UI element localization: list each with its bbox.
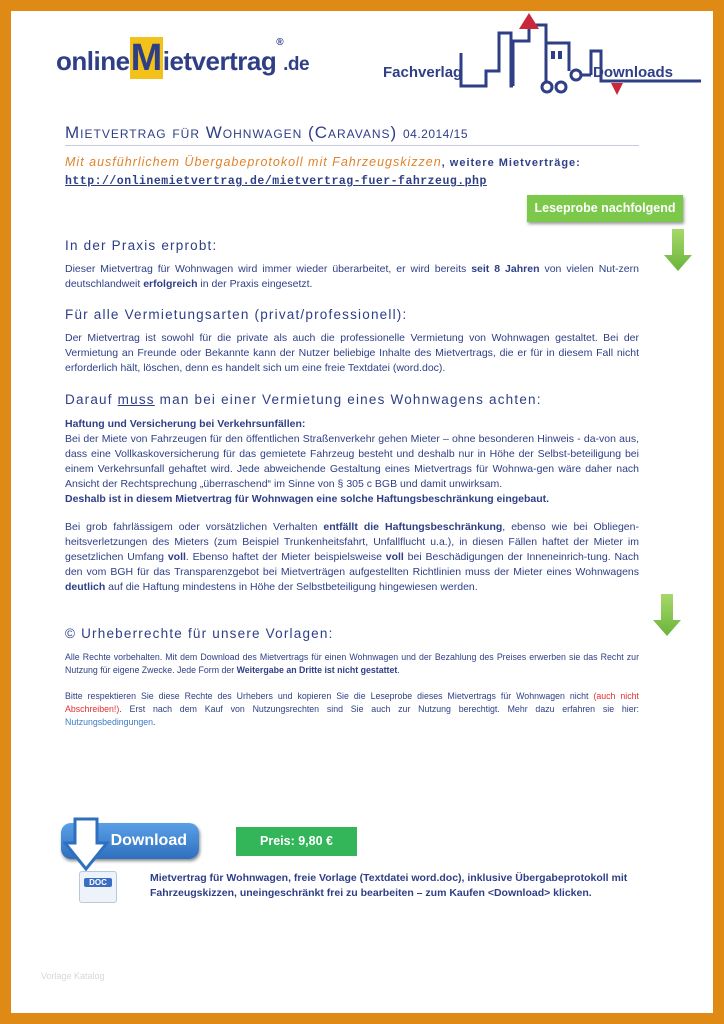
logo-registered: ® (276, 37, 284, 48)
section-heading-urheberrechte: © Urheberrechte für unsere Vorlagen: (65, 626, 334, 641)
logo-domain: .de (283, 54, 310, 75)
site-logo[interactable] (56, 37, 309, 80)
title-version: 04.2014/15 (402, 127, 469, 141)
fachverlag-label: Fachverlag (383, 64, 463, 81)
leseprobe-button[interactable]: Leseprobe nachfolgend (527, 195, 683, 222)
section-text-haftung: Haftung und Versicherung bei Verkehrsunfällen: Bei der Miete von Fahrzeugen für den öffentlichen Straßenverkehr gehen Mieter – ohne besonderen Hinweis - da-von aus, dass eine Vollkaskoversicherung für das gemietete Fahrzeug besteht und deshalb nur in Höhe der Selbst-beteiligung bei einem Verkehrsunfall gehaftet wird. Jede abweichende Gestaltung eines Mietvertrags für Wohnwa-gen wäre daher nach Ansicht der Rechtsprechung „überraschend“ im Sinne von § 305 c BGB und damit unwirksam. Deshalb ist in diesem Mietvertrag für Wohnwagen eine solche Haftungsbeschränkung eingebaut. (65, 418, 639, 505)
logo-main: ietvertrag (162, 46, 277, 76)
section-text-fahrlaessigkeit: Bei grob fahrlässigem oder vorsätzlichen Verhalten entfällt die Haftungsbeschränkung, ebenso wie bei Obliegen-heitsverletzungen des Mieters (zum Beispiel Trunkenheitsfahrt, Unfallflucht u.a.), in diesen Fällen haftet der Mieter im gesetzlichen Umfang voll. Ebenso haftet der Mieter beispielsweise voll bei Beschädigungen der Inneneinrich-tung. Nach den vom BGH für das Transparenzgebot bei Mietverträgen aufgestellten Richtlinien muss der Mieter eines Wohnwagens deutlich auf die Haftung mindestens in Höhe der Selbstbeteiligung hingewiesen werden. (65, 521, 639, 593)
down-arrow-icon (663, 229, 693, 273)
subheading-haftung: Haftung und Versicherung bei Verkehrsunfällen: (65, 418, 306, 430)
nutzungsbedingungen-link[interactable]: Nutzungsbedingungen (65, 717, 154, 727)
downloads-label: Downloads (593, 64, 674, 81)
subtitle-rest: , weitere Mietverträge: (441, 157, 581, 169)
title-text: Mietvertrag für Wohnwagen (Caravans) (65, 123, 398, 142)
download-description: Mietvertrag für Wohnwagen, freie Vorlage (Textdatei word.doc), inklusive Übergabeprotokoll mit Fahrzeugskizzen, uneingeschränkt frei zu bearbeiten – zum Kaufen <Download> klicken. (150, 872, 628, 899)
section-text-praxis: Dieser Mietvertrag für Wohnwagen wird immer wieder überarbeitet, er wird bereits seit 8 Jahren von vielen Nut-zern deutschlandweit erfolgreich in der Praxis eingesetzt. (65, 263, 639, 290)
watermark: Vorlage Katalog (41, 971, 105, 981)
document-page (11, 11, 713, 1013)
section-text-urheber-2: Bitte respektieren Sie diese Rechte des Urhebers und kopieren Sie die Leseprobe dieses Mietvertrags für Wohnwagen nicht (auch nicht Abschreiben!). Erst nach dem Kauf von Nutzungsrechten sind Sie auch zur Nutzung berechtigt. Mehr dazu erfahren sie hier: Nutzungsbedingungen. (65, 691, 639, 727)
logo-m: M (130, 37, 162, 79)
section-heading-praxis: In der Praxis erprobt: (65, 238, 218, 253)
price-badge: Preis: 9,80 € (236, 827, 357, 856)
download-arrow-icon (63, 817, 109, 873)
document-title (65, 123, 625, 143)
related-contracts-link[interactable]: http://onlinemietvertrag.de/mietvertrag-fuer-fahrzeug.php (65, 175, 487, 188)
down-arrow-icon (652, 594, 682, 638)
subtitle (65, 154, 665, 190)
title-divider (65, 145, 639, 146)
skyline-logo-icon (451, 11, 711, 111)
doc-file-icon: DOC (79, 871, 117, 903)
section-text-urheber-1: Alle Rechte vorbehalten. Mit dem Download des Mietvertrags für einen Wohnwagen und der Bezahlung des Preises erwerben sie das Recht zur Nutzung für eigene Zwecke. Jede Form der Weitergabe an Dritte ist nicht gestattet. (65, 652, 639, 675)
logo-prefix: online (56, 46, 130, 76)
download-button[interactable]: Download (61, 823, 199, 859)
section-heading-darauf: Darauf muss man bei einer Vermietung eines Wohnwagens achten: (65, 392, 542, 407)
subtitle-highlight: Mit ausführlichem Übergabeprotokoll mit Fahrzeugskizzen (65, 155, 442, 169)
section-heading-vermietungsarten: Für alle Vermietungsarten (privat/professionell): (65, 307, 408, 322)
section-text-vermietungsarten: Der Mietvertrag ist sowohl für die private als auch die professionelle Vermietung von Wohnwagen gestaltet. Bei der Vermietung an Freunde oder Bekannte kann der Nutzer beliebige Inhalte des Mietvertrags, die er für in diesem Fall nicht erforderlich hält, löschen, denn es handelt sich um eine freie Textdatei (word.doc). (65, 332, 639, 374)
